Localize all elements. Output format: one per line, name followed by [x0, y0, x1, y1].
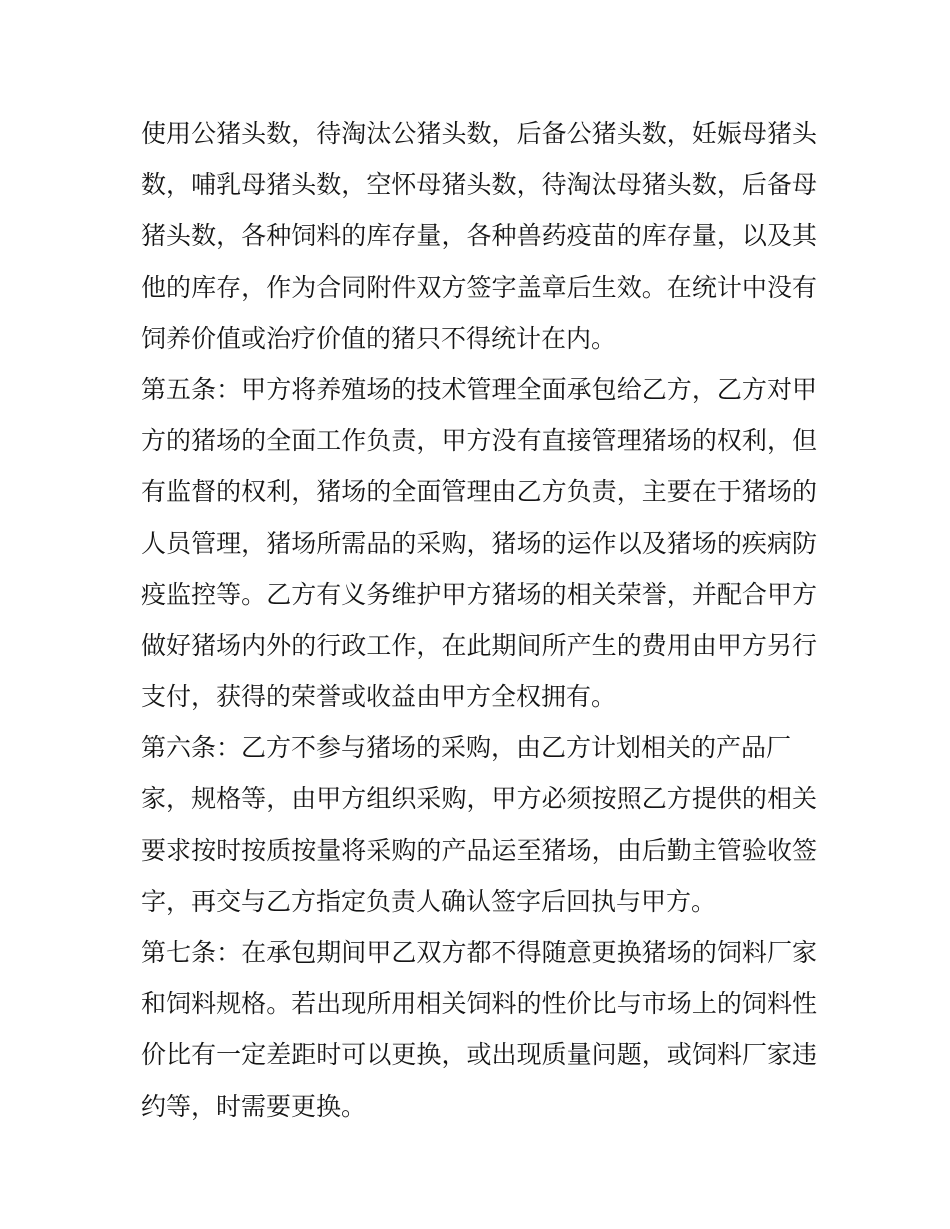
text-line: 他的库存，作为合同附件双方签字盖章后生效。在统计中没有 — [141, 272, 817, 302]
text-line: 做好猪场内外的行政工作，在此期间所产生的费用由甲方另行 — [141, 630, 817, 660]
text-line: 方的猪场的全面工作负责，甲方没有直接管理猪场的权利，但 — [141, 426, 817, 456]
clause-7-line: 第七条：在承包期间甲乙双方都不得随意更换猪场的饲料厂家 — [141, 938, 817, 967]
text-line: 猪头数，各种饲料的库存量，各种兽药疫苗的库存量，以及其 — [141, 221, 817, 251]
text-line: 字，再交与乙方指定负责人确认签字后回执与甲方。 — [141, 886, 717, 916]
text-line: 家，规格等，由甲方组织采购，甲方必须按照乙方提供的相关 — [141, 784, 817, 814]
text-line: 疫监控等。乙方有义务维护甲方猪场的相关荣誉，并配合甲方 — [141, 579, 817, 609]
text-line: 数，哺乳母猪头数，空怀母猪头数，待淘汰母猪头数，后备母 — [141, 170, 817, 200]
text-line: 价比有一定差距时可以更换，或出现质量问题，或饲料厂家违 — [141, 1040, 817, 1070]
text-line: 和饲料规格。若出现所用相关饲料的性价比与市场上的饲料性 — [141, 989, 817, 1019]
text-line: 有监督的权利，猪场的全面管理由乙方负责，主要在于猪场的 — [141, 477, 817, 507]
text-line: 支付，获得的荣誉或收益由甲方全权拥有。 — [141, 682, 617, 712]
clause-6-line: 第六条：乙方不参与猪场的采购，由乙方计划相关的产品厂 — [141, 733, 792, 763]
text-line: 要求按时按质按量将采购的产品运至猪场，由后勤主管验收签 — [141, 835, 817, 865]
text-line: 饲养价值或治疗价值的猪只不得统计在内。 — [141, 323, 617, 353]
clause-5-line: 第五条：甲方将养殖场的技术管理全面承包给乙方，乙方对甲 — [141, 374, 817, 404]
document-body — [141, 108, 817, 1132]
text-line: 约等，时需要更换。 — [141, 1091, 367, 1121]
text-line: 人员管理，猪场所需品的采购，猪场的运作以及猪场的疾病防 — [141, 528, 817, 558]
text-line: 使用公猪头数，待淘汰公猪头数，后备公猪头数，妊娠母猪头 — [141, 119, 817, 148]
